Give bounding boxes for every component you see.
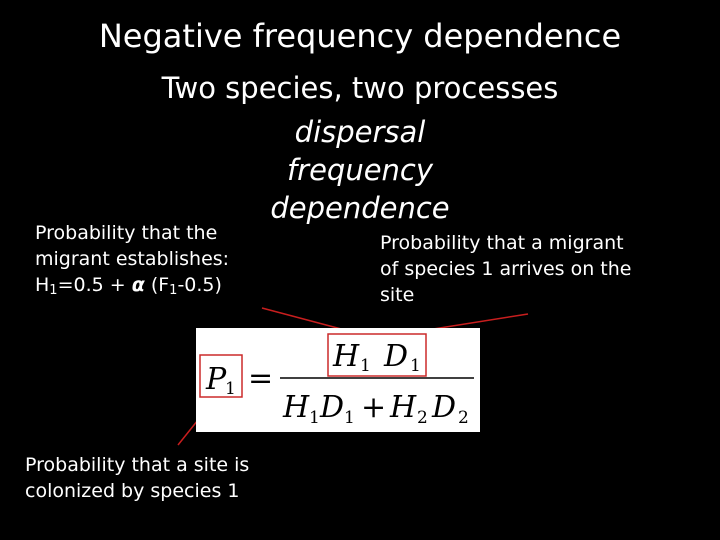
alpha-symbol: α <box>131 274 145 296</box>
den-h1-sub: 1 <box>309 408 320 428</box>
process-frequency: frequency <box>286 153 434 187</box>
arrive-note-line3: site <box>380 284 415 306</box>
lhs-p: P <box>206 362 227 397</box>
pointer-line-establish <box>262 308 345 330</box>
colonize-note-line2: colonized by species 1 <box>25 480 240 502</box>
den-h2: H <box>390 390 417 425</box>
num-h-sub: 1 <box>360 356 371 376</box>
formula-box <box>196 328 480 432</box>
colonize-note-line1: Probability that a site is <box>25 454 250 476</box>
den-d1-sub: 1 <box>344 408 355 428</box>
den-h2-sub: 2 <box>417 408 428 428</box>
process-dispersal: dispersal <box>294 115 426 149</box>
arrive-note-line1: Probability that a migrant <box>380 232 624 254</box>
arrive-note-line2: of species 1 arrives on the <box>380 258 632 280</box>
num-d: D <box>384 339 409 374</box>
lhs-sub: 1 <box>225 379 236 399</box>
den-h1: H <box>283 390 310 425</box>
formula <box>196 328 480 432</box>
slide-title: Negative frequency dependence <box>98 17 622 55</box>
plus-sign: + <box>361 390 387 425</box>
num-h: H <box>333 339 360 374</box>
establish-equation: $H_1=0.5 + \alpha$ $(F_1-0.5)$ <box>35 274 222 298</box>
equals-sign: = <box>248 361 274 396</box>
den-d1: D <box>320 390 345 425</box>
pointer-line-colonize <box>178 420 198 445</box>
den-d2: D <box>432 390 457 425</box>
slide-subtitle: Two species, two processes <box>161 71 559 105</box>
establish-note-line2: migrant establishes: <box>35 248 230 270</box>
establish-note-line1: Probability that the <box>35 222 218 244</box>
num-d-sub: 1 <box>410 356 421 376</box>
process-dependence: dependence <box>270 191 450 225</box>
den-d2-sub: 2 <box>458 408 469 428</box>
